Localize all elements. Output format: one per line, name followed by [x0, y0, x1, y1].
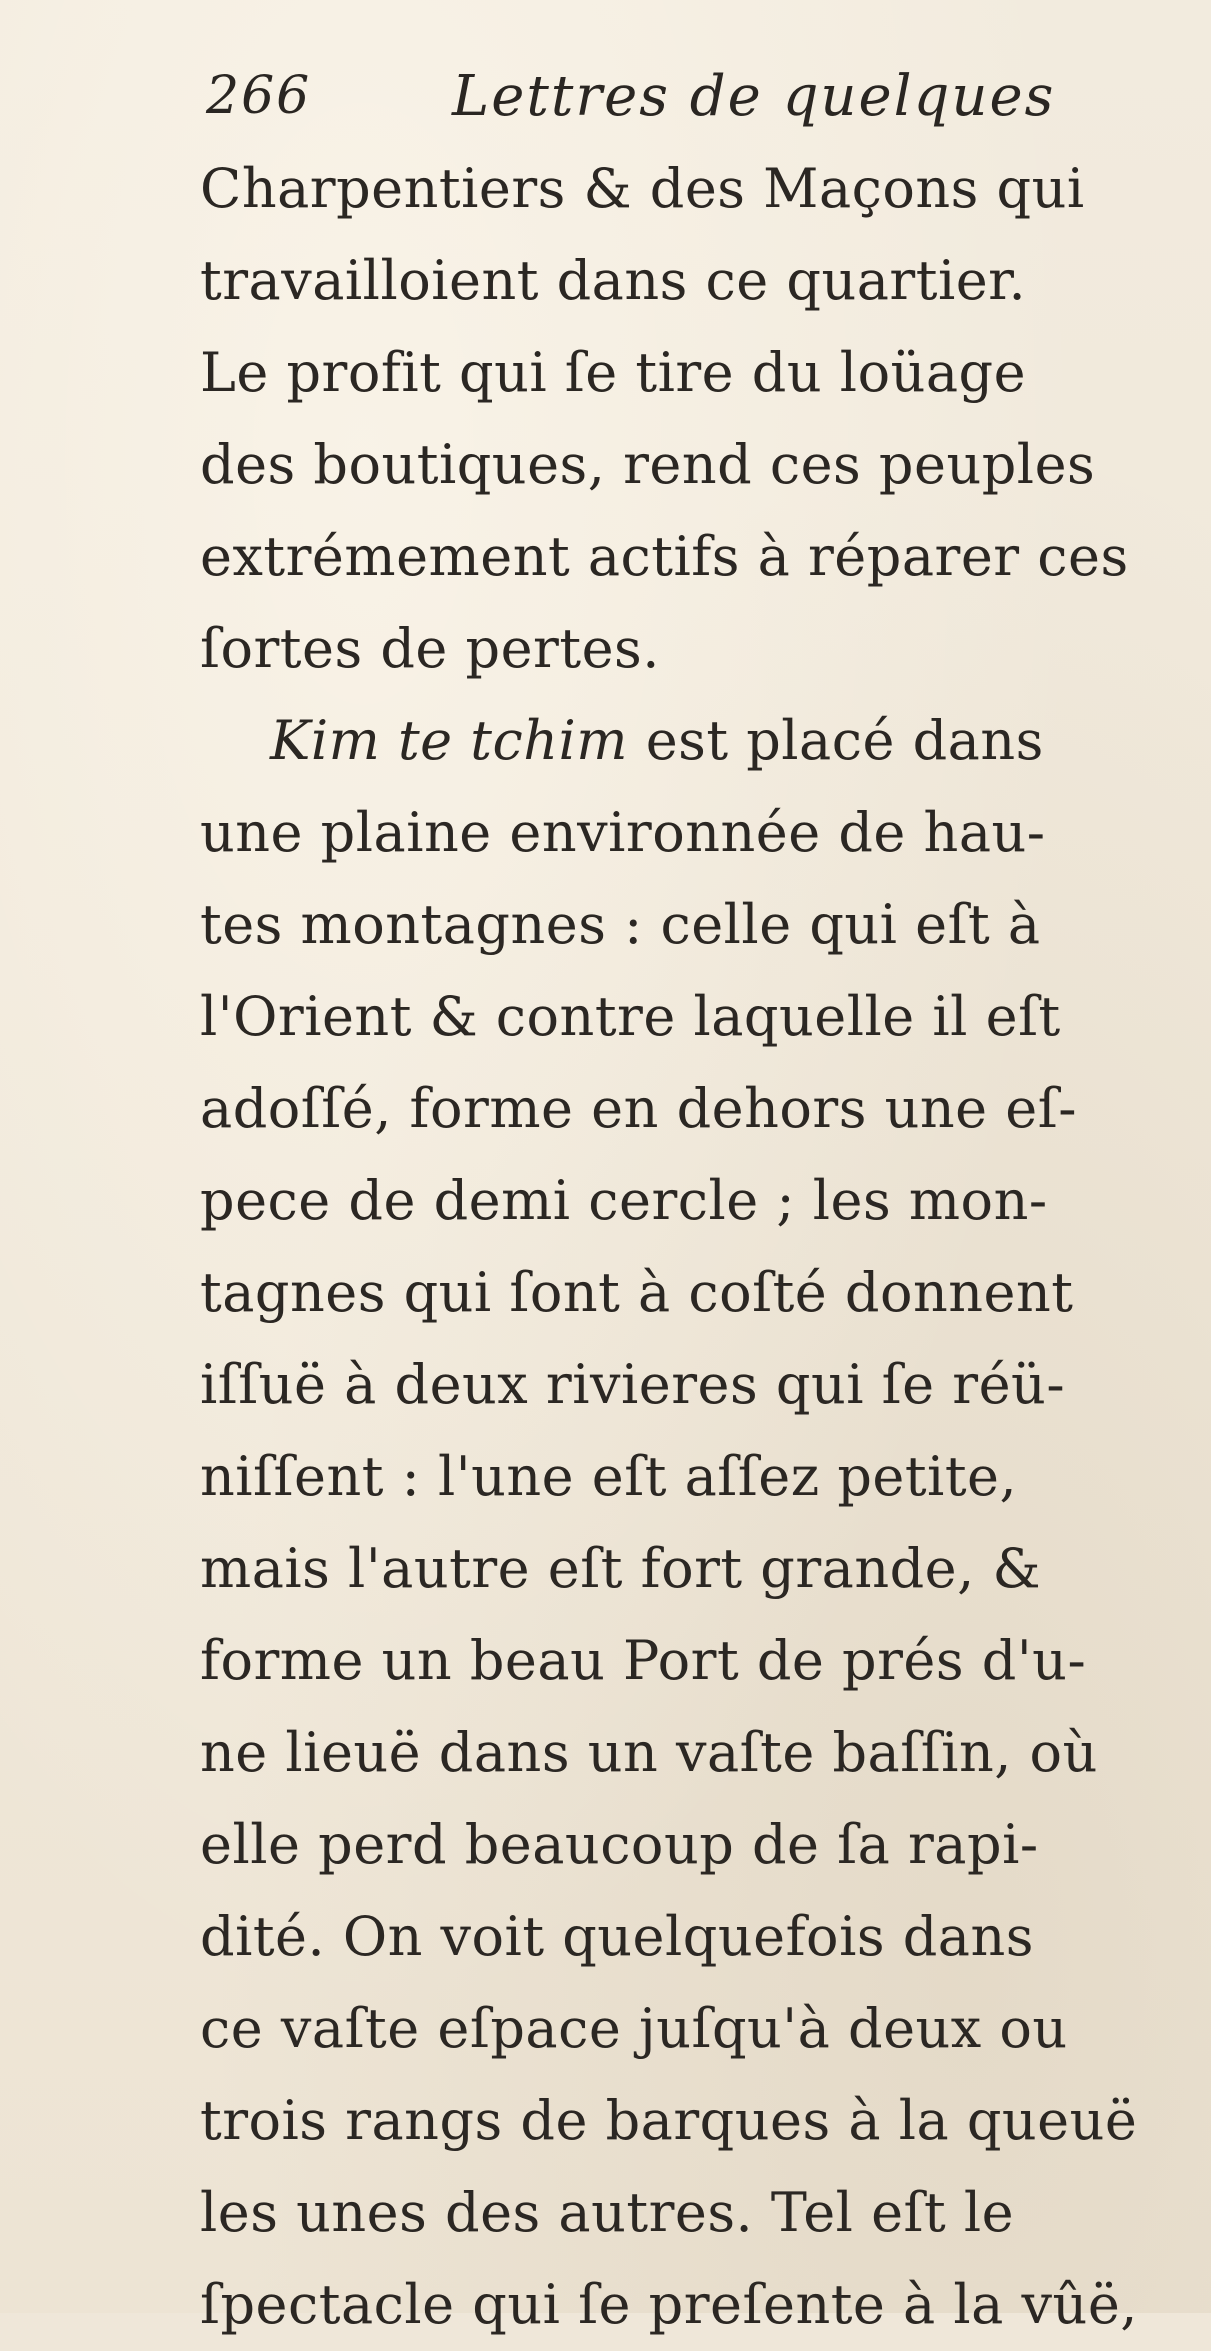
text-line: dité. On voit quelquefois dans — [200, 1905, 1034, 1968]
text-line: iſſuë à deux rivieres qui ſe réü- — [200, 1353, 1066, 1416]
text-line: Le profit qui ſe tire du loüage — [200, 341, 1027, 404]
text-line: ſpectacle qui ſe preſente à la vûë, — [200, 2273, 1138, 2336]
text-line: les unes des autres. Tel eſt le — [200, 2181, 1015, 2244]
text-line: ce vaſte eſpace juſqu'à deux ou — [200, 1997, 1068, 2060]
text-line: adoſſé, forme en dehors une eſ- — [200, 1077, 1077, 1140]
text-line: tagnes qui ſont à coſté donnent — [200, 1261, 1074, 1324]
text-line: forme un beau Port de prés d'u- — [200, 1629, 1087, 1692]
text-line: une plaine environnée de hau- — [200, 801, 1046, 864]
text-line: mais l'autre eſt fort grande, & — [200, 1537, 1042, 1600]
text-line: elle perd beaucoup de ſa rapi- — [200, 1813, 1039, 1876]
text-line: extrémement actifs à réparer ces — [200, 525, 1129, 588]
page-number: 266 — [206, 66, 312, 126]
paragraph-start-line — [200, 695, 1140, 787]
text-line: travailloient dans ce quartier. — [200, 249, 1027, 312]
text-line: Charpentiers & des Maçons qui — [200, 157, 1085, 220]
text-line: trois rangs de barques à la queuë — [200, 2089, 1138, 2152]
body-text — [200, 143, 1140, 2351]
text-line: ne lieuë dans un vaſte baſſin, où — [200, 1721, 1098, 1784]
text-line: tes montagnes : celle qui eſt à — [200, 893, 1041, 956]
running-head — [206, 58, 1106, 146]
text-line: l'Orient & contre laquelle il eſt — [200, 985, 1061, 1048]
text-line: est placé dans — [645, 709, 1044, 772]
place-name: Kim te tchim — [270, 709, 629, 772]
text-line: pece de demi cercle ; les mon- — [200, 1169, 1048, 1232]
running-title: Lettres de quelques — [452, 64, 1056, 129]
text-line: des boutiques, rend ces peuples — [200, 433, 1096, 496]
text-line: ſortes de pertes. — [200, 617, 660, 680]
text-line: niſſent : l'une eſt aſſez petite, — [200, 1445, 1018, 1508]
